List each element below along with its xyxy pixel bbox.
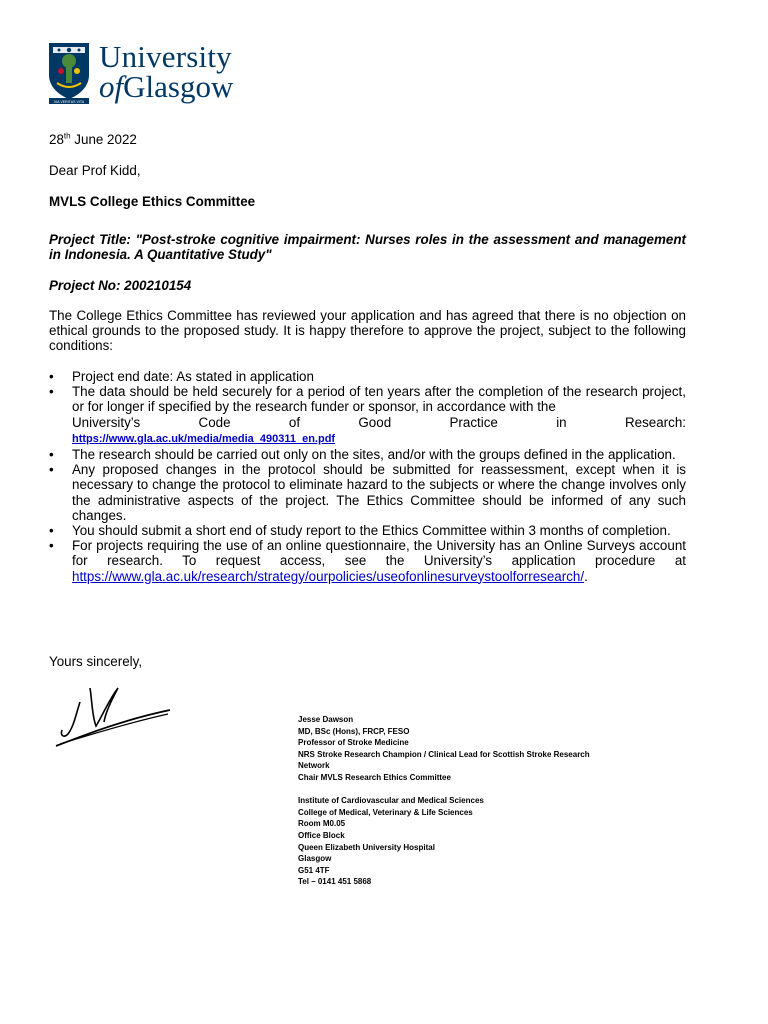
list-item: • The data should be held securely for a period of ten years after the completion of the research project, or for longer if specified by the research funder or sponsor, in accordance with the University’s Code of Good Practice in Research: https://www.gla.ac.uk/media/media_490311_en.pdf	[49, 384, 686, 447]
address-line: Institute of Cardiovascular and Medical Sciences	[298, 796, 484, 806]
conditions-list	[49, 369, 686, 584]
list-item: • Project end date: As stated in application	[49, 369, 686, 384]
address-line: Queen Elizabeth University Hospital	[298, 842, 435, 852]
signatory-role: Network	[298, 761, 330, 771]
list-item: • The research should be carried out only on the sites, and/or with the groups defined in the application.	[49, 447, 686, 462]
signatory-role: Chair MVLS Research Ethics Committee	[298, 772, 451, 782]
project-title: Project Title: "Post-stroke cognitive impairment: Nurses roles in the assessment and management in Indonesia. A Quantitative Study"	[49, 232, 686, 263]
list-item: • You should submit a short end of study report to the Ethics Committee within 3 months of completion.	[49, 523, 686, 538]
address-line: G51 4TF	[298, 865, 330, 875]
address-line: Room M0.05	[298, 819, 346, 829]
signatory-name: Jesse Dawson	[298, 715, 354, 724]
signatory-qualifications: MD, BSc (Hons), FRCP, FESO	[298, 726, 410, 736]
signatory-role: NRS Stroke Research Champion / Clinical Lead for Scottish Stroke Research	[298, 749, 590, 759]
letter-date: 28th June 2022	[49, 131, 137, 147]
address-line: Office Block	[298, 830, 345, 840]
committee-heading: MVLS College Ethics Committee	[49, 194, 256, 209]
project-number: Project No: 200210154	[49, 278, 192, 293]
intro-paragraph: The College Ethics Committee has reviewed your application and has agreed that there is no objection on ethical grounds to the proposed study. It is happy therefore to approve the project, subject to the following conditions:	[49, 308, 686, 354]
handwritten-signature	[52, 680, 177, 750]
university-logo	[47, 41, 257, 107]
salutation: Dear Prof Kidd,	[49, 163, 141, 178]
address-line: College of Medical, Veterinary & Life Sciences	[298, 807, 473, 817]
signatory-block	[298, 714, 628, 888]
signatory-role: Professor of Stroke Medicine	[298, 738, 409, 748]
closing: Yours sincerely,	[49, 654, 143, 669]
logo-wordmark-line1: University	[99, 39, 232, 74]
list-item: • For projects requiring the use of an online questionnaire, the University has an Online Surveys account for research. To request access, see the University’s application procedure at https://www.gla.ac.uk/research/strategy/ourpolicies/useofonlinesurveystoolforresearch/.	[49, 538, 686, 584]
code-of-practice-link[interactable]: https://www.gla.ac.uk/media/media_490311_en.pdf	[72, 432, 336, 445]
telephone: Tel – 0141 451 5868	[298, 877, 372, 887]
logo-wordmark-line2: ofGlasgow	[99, 69, 234, 104]
logo-motto: VIA VERITAS VITA	[53, 100, 85, 104]
address-line: Glasgow	[298, 854, 332, 864]
list-item: • Any proposed changes in the protocol should be submitted for reassessment, except when it is necessary to change the protocol to eliminate hazard to the subjects or where the change involves only the administrative aspects of the project. The Ethics Committee should be informed of any such changes.	[49, 462, 686, 523]
online-surveys-link[interactable]: https://www.gla.ac.uk/research/strategy/ourpolicies/useofonlinesurveystoolforresearch/	[72, 568, 585, 584]
university-crest-icon	[47, 41, 91, 105]
